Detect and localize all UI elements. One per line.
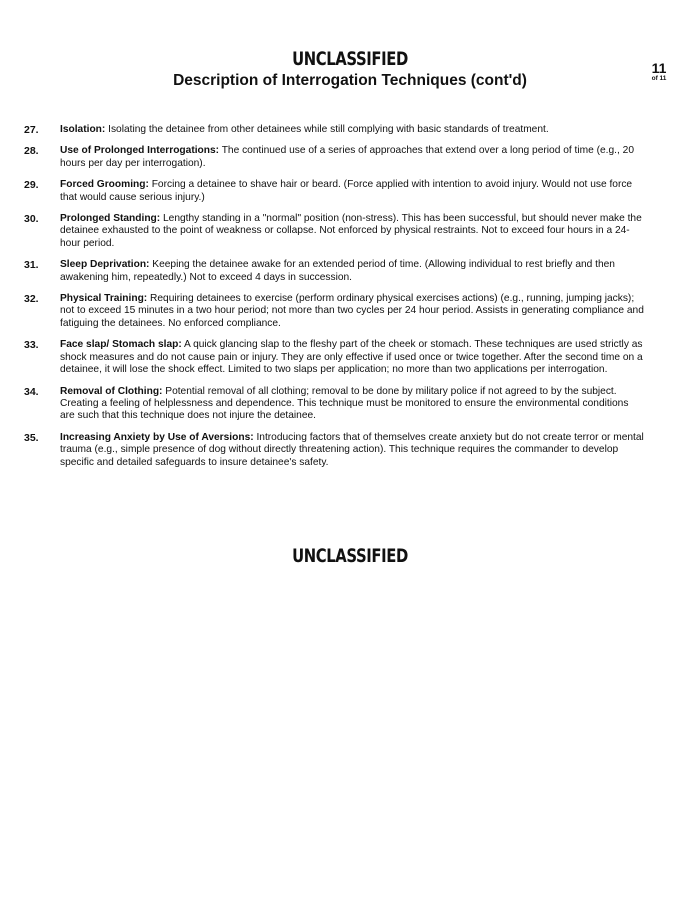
item-number: 35.: [24, 431, 39, 444]
item-body: [60, 145, 644, 170]
item-number: 34.: [24, 385, 39, 398]
list-item: [24, 259, 644, 284]
item-text: Forcing a detainee to shave hair or beard. (Force applied with intention to avoid injury. Would not use force that would cause serious injury.): [60, 179, 633, 203]
list-item: [24, 124, 644, 136]
item-body: [60, 259, 644, 284]
list-item: [24, 386, 644, 423]
item-term: Physical Training:: [60, 293, 148, 305]
list-item: [24, 179, 644, 204]
item-body: [60, 386, 644, 423]
page-number-value: 11: [651, 60, 667, 76]
list-item: [24, 293, 644, 330]
list-item: [24, 213, 644, 250]
item-number: 27.: [24, 124, 39, 136]
item-body: [60, 339, 644, 376]
page-number: [640, 60, 678, 82]
item-term: Prolonged Standing:: [60, 213, 161, 225]
item-term: Face slap/ Stomach slap:: [60, 339, 182, 351]
item-term: Increasing Anxiety by Use of Aversions:: [60, 431, 254, 443]
technique-list: [24, 124, 644, 478]
item-number: 28.: [24, 145, 39, 158]
list-item: [24, 145, 644, 170]
classification-marking-bottom: UNCLASSIFIED: [292, 545, 408, 567]
item-text: Introducing factors that of themselves create anxiety but do not create terror or mental trauma (e.g., simple presence of dog without directly threatening action). This technique requires the commander to develop specific and detailed safeguards to insure detainee's safety.: [60, 431, 644, 468]
item-term: Removal of Clothing:: [60, 385, 163, 397]
item-text: Potential removal of all clothing; removal to be done by military police if not agreed to by the subject. Creating a feeling of helplessness and dependence. This technique must be monitored to ensure the environmental conditions are such that this technique does not injure the detainee.: [60, 385, 629, 422]
item-body: [60, 213, 644, 250]
page-title: Description of Interrogation Techniques (cont'd): [173, 72, 527, 89]
item-number: 30.: [24, 213, 39, 226]
item-text: A quick glancing slap to the fleshy part of the cheek or stomach. These techniques are used strictly as shock measures and do not cause pain or injury. They are only effective if used once or twice together. After the second time on a detainee, it will lose the shock effect. Limited to two slaps per application; no more than two applications per interrogation.: [60, 339, 643, 376]
item-term: Use of Prolonged Interrogations:: [60, 145, 220, 157]
list-item: [24, 339, 644, 376]
item-text: Lengthy standing in a "normal" position (non-stress). This has been successful, but should never make the detainee exhausted to the point of weakness or collapse. Not enforced by physical restraints. Not to exceed four hours in a 24-hour period.: [60, 213, 642, 249]
item-number: 33.: [24, 339, 39, 352]
item-text: The continued use of a series of approaches that extend over a long period of time (e.g., 20 hours per day per interrogation).: [60, 145, 634, 169]
item-term: Isolation:: [60, 124, 106, 135]
list-item: [24, 432, 644, 469]
item-body: [60, 293, 644, 330]
item-body: [60, 179, 644, 204]
classification-marking-top: UNCLASSIFIED: [292, 48, 408, 70]
item-term: Forced Grooming:: [60, 179, 149, 191]
item-body: [60, 432, 644, 469]
item-text: Isolating the detainee from other detainees while still complying with basic standards of treatment.: [105, 124, 549, 135]
item-term: Sleep Deprivation:: [60, 259, 150, 271]
item-text: Keeping the detainee awake for an extended period of time. (Allowing individual to rest briefly and then awakening him, repeatedly.) Not to exceed 4 days in succession.: [60, 259, 615, 283]
page-count: of 11: [651, 75, 667, 82]
item-number: 31.: [24, 259, 39, 272]
item-number: 32.: [24, 293, 39, 306]
item-text: Requiring detainees to exercise (perform ordinary physical exercises actions) (e.g., running, jumping jacks); not to exceed 15 minutes in a two hour period; not more than two cycles per 24 hour period. Assists in generating compliance and fatiguing the detainees. No enforced compliance.: [60, 293, 644, 329]
item-number: 29.: [24, 179, 39, 192]
item-body: [60, 124, 644, 136]
